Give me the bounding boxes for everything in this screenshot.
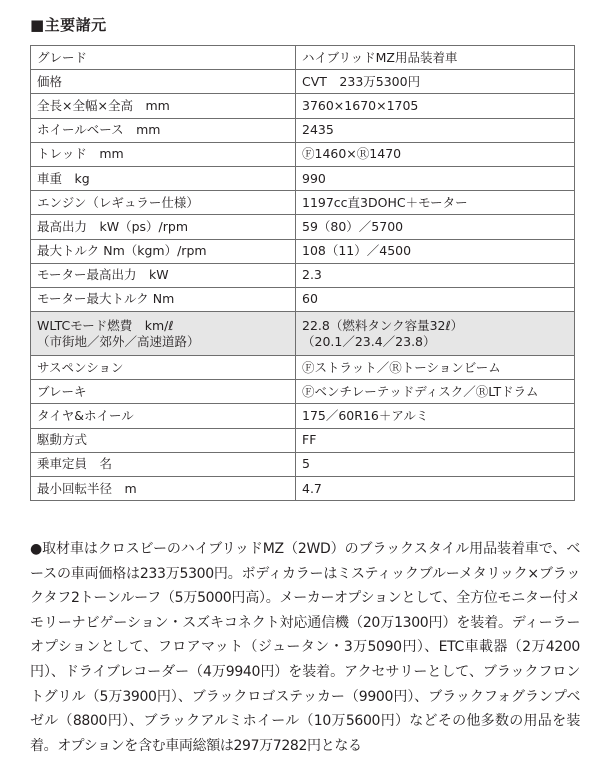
row-value-line: 22.8（燃料タンク容量32ℓ） [302,317,464,333]
row-value: 990 [296,166,575,190]
row-label: 駆動方式 [31,428,296,452]
table-row [31,356,575,380]
row-value: FF [296,428,575,452]
row-value: 2435 [296,118,575,142]
row-value: 1197cc直3DOHC＋モーター [296,191,575,215]
table-row [31,215,575,239]
row-label: モーター最高出力 kW [31,263,296,287]
row-value: 175／60R16＋アルミ [296,404,575,428]
row-value: 4.7 [296,477,575,501]
row-value-subline: （20.1／23.4／23.8） [302,333,436,349]
spec-table [30,45,575,501]
row-label: 最大トルク Nm（kgm）/rpm [31,239,296,263]
row-value: ハイブリッドMZ用品装着車 [296,46,575,70]
row-label: 乗車定員 名 [31,452,296,476]
table-row [31,118,575,142]
row-label: 最小回転半径 m [31,477,296,501]
row-label: 車重 kg [31,166,296,190]
section-heading: ■主要諸元 [30,16,107,34]
row-label: モーター最大トルク Nm [31,287,296,311]
table-row [31,263,575,287]
table-row [31,452,575,476]
table-row [31,94,575,118]
row-value: Ⓕベンチレーテッドディスク／ⓇLTドラム [296,380,575,404]
row-value: 60 [296,287,575,311]
row-value: 3760×1670×1705 [296,94,575,118]
row-label-subline: （市街地／郊外／高速道路） [37,333,200,349]
table-row [31,404,575,428]
table-row [31,428,575,452]
row-label: トレッド mm [31,142,296,166]
table-row [31,191,575,215]
description-paragraph: ●取材車はクロスビーのハイブリッドMZ（2WD）のブラックスタイル用品装着車で、ベースの車両価格は233万5300円。ボディカラーはミスティックブルーメタリック×ブラックタフ2トーンルーフ（5万5000円高）。メーカーオプションとして、全方位モニター付メモリーナビゲーション・スズキコネクト対応通信機（20万1300円）を装着。ディーラーオプションとして、フロアマット（ジュータン・3万5090円）、ETC車載器（2万4200円）、ドライブレコーダー（4万9940円）を装着。アクセサリーとして、ブラックフロントグリル（5万3900円）、ブラックロゴステッカー（9900円）、ブラックフォグランプベゼル（8800円）、ブラックアルミホイール（10万5600円）などその他多数の用品を装着。オプションを含む車両総額は297万7282円となる [30,541,580,754]
row-value: 108（11）／4500 [296,239,575,263]
table-row [31,70,575,94]
table-row [31,380,575,404]
row-value [296,312,575,356]
row-value: 5 [296,452,575,476]
table-row [31,287,575,311]
row-value: Ⓕストラット／Ⓡトーションビーム [296,356,575,380]
row-label: サスペンション [31,356,296,380]
row-label: 最高出力 kW（ps）/rpm [31,215,296,239]
table-row [31,477,575,501]
row-label [31,312,296,356]
row-value: 59（80）／5700 [296,215,575,239]
table-row [31,239,575,263]
row-value: Ⓕ1460×Ⓡ1470 [296,142,575,166]
table-row-fuel-economy [31,312,575,356]
table-row [31,46,575,70]
row-value: CVT 233万5300円 [296,70,575,94]
row-label: タイヤ&ホイール [31,404,296,428]
row-label: ブレーキ [31,380,296,404]
table-row [31,142,575,166]
row-value: 2.3 [296,263,575,287]
table-row [31,166,575,190]
row-label: エンジン（レギュラー仕様） [31,191,296,215]
row-label: グレード [31,46,296,70]
row-label: 価格 [31,70,296,94]
row-label: ホイールベース mm [31,118,296,142]
row-label: 全長×全幅×全高 mm [31,94,296,118]
row-label-line: WLTCモード燃費 km/ℓ [37,317,174,333]
